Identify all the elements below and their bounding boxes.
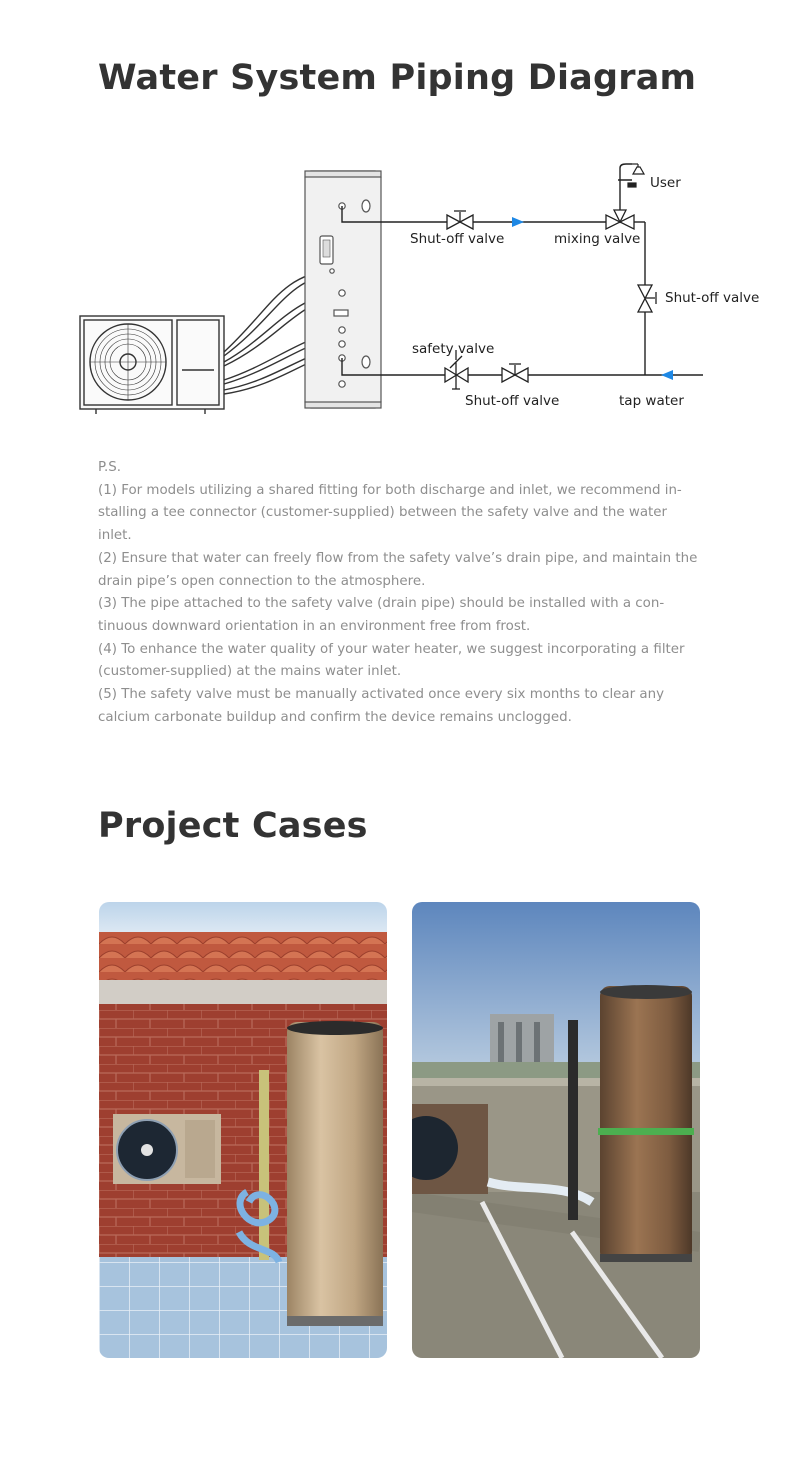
label-shutoff-valve-bottom: Shut-off valve (465, 393, 560, 409)
shower-icon (628, 164, 644, 187)
water-pipes (342, 164, 703, 375)
mixing-valve-icon (606, 210, 634, 229)
shutoff-valve-top-icon (447, 211, 473, 229)
notes-block (98, 457, 700, 729)
section-title-project-cases: Project Cases (98, 806, 368, 846)
notes-heading: P.S. (98, 460, 122, 475)
label-shutoff-valve-top: Shut-off valve (410, 231, 505, 247)
label-safety-valve: safety valve (412, 341, 495, 357)
section-title-piping-diagram: Water System Piping Diagram (98, 58, 697, 98)
flow-arrow-icon (512, 217, 524, 227)
label-user: User (650, 175, 681, 191)
label-tap-water: tap water (619, 393, 684, 409)
project-photo-1 (99, 902, 387, 1358)
installation-photo-icon (99, 902, 387, 1358)
shutoff-valve-bottom-icon (502, 364, 528, 382)
note-item-2: (2) Ensure that water can freely flow from the safety valve’s drain pipe, and maintain the drain pipe’s open connection to the atmosphere. (98, 550, 698, 589)
note-item-1: (1) For models utilizing a shared fitting for both discharge and inlet, we recommend in-stalling a tee connector (customer-supplied) between the safety valve and the water inlet. (98, 482, 682, 544)
shutoff-valve-right-icon (638, 285, 656, 312)
label-shutoff-valve-right: Shut-off valve (665, 290, 760, 306)
note-item-4: (4) To enhance the water quality of your water heater, we suggest incorporating a filter (customer-supplied) at the mains water inlet. (98, 641, 685, 680)
flow-arrow-icon (661, 370, 673, 380)
note-item-3: (3) The pipe attached to the safety valve (drain pipe) should be installed with a con-tinuous downward orientation in an environment free from frost. (98, 596, 665, 634)
water-tank-icon (305, 171, 381, 408)
piping-diagram (0, 140, 800, 430)
note-item-5: (5) The safety valve must be manually activated once every six months to clear any calcium carbonate buildup and confirm the device remains unclogged. (98, 687, 664, 725)
installation-photo-icon (412, 902, 700, 1358)
project-photo-2 (412, 902, 700, 1358)
label-mixing-valve: mixing valve (554, 231, 641, 247)
outdoor-unit-icon (80, 316, 224, 414)
